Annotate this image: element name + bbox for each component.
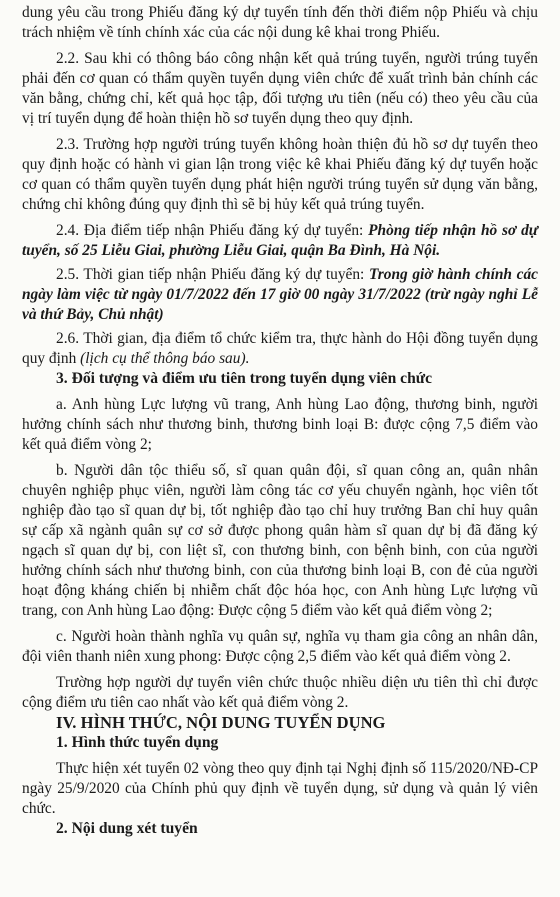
paragraph-2-5-lead: 2.5. Thời gian tiếp nhận Phiếu đăng ký dự tuyển: (56, 266, 369, 283)
paragraph-2-5 (22, 265, 538, 325)
paragraph-2-6 (22, 329, 538, 369)
heading-section-iv: IV. HÌNH THỨC, NỘI DUNG TUYỂN DỤNG (56, 713, 386, 732)
paragraph-recruitment-form: Thực hiện xét tuyển 02 vòng theo quy định tại Nghị định số 115/2020/NĐ-CP ngày 25/9/2020 của Chính phủ quy định về tuyển dụng, sử dụng và quản lý viên chức. (22, 760, 538, 817)
heading-3-priority: 3. Đối tượng và điểm ưu tiên trong tuyển dụng viên chức (56, 370, 433, 387)
heading-1-form: 1. Hình thức tuyển dụng (56, 734, 219, 751)
paragraph-2-5-time: Trong giờ hành chính các ngày làm việc từ ngày 01/7/2022 đến 17 giờ 00 ngày 31/7/2022 (trừ ngày nghỉ Lễ và thứ Bảy, Chủ nhật) (22, 266, 538, 323)
paragraph-continuation: dung yêu cầu trong Phiếu đăng ký dự tuyển tính đến thời điểm nộp Phiếu và chịu trách nhiệm về tính chính xác của các nội dung kê khai trong Phiếu. (22, 4, 538, 41)
paragraph-2-4 (22, 221, 538, 261)
paragraph-2-6-lead: 2.6. Thời gian, địa điểm tổ chức kiểm tra, thực hành do Hội đồng tuyển dụng quy định (22, 330, 538, 367)
paragraph-item-c: c. Người hoàn thành nghĩa vụ quân sự, nghĩa vụ tham gia công an nhân dân, đội viên thanh niên xung phong: Được cộng 2,5 điểm vào kết quả điểm vòng 2. (22, 628, 538, 665)
paragraph-2-3: 2.3. Trường hợp người trúng tuyển không hoàn thiện đủ hồ sơ dự tuyển theo quy định hoặc có hành vi gian lận trong việc kê khai Phiếu đăng ký dự tuyển hoặc cơ quan có thẩm quyền tuyển dụng phát hiện người trúng tuyển sử dụng văn bằng, chứng chỉ không đúng quy định thì sẽ bị hủy kết quả trúng tuyển. (22, 136, 538, 213)
paragraph-item-b: b. Người dân tộc thiểu số, sĩ quan quân đội, sĩ quan công an, quân nhân chuyên nghiệp phục viên, người làm công tác cơ yếu chuyển ngành, học viên tốt nghiệp đào tạo sĩ quan dự bị, tốt nghiệp đào tạo chỉ huy trưởng Ban chỉ huy quân sự cấp xã ngành quân sự cơ sở được phong quân hàm sĩ quan dự bị đã đăng ký ngạch sĩ quan dự bị, con liệt sĩ, con thương binh, con bệnh binh, con của người hưởng chính sách như thương binh, con của thương binh loại B, con đẻ của người hoạt động kháng chiến bị nhiễm chất độc hóa học, con Anh hùng Lực lượng vũ trang, con Anh hùng Lao động: Được cộng 5 điểm vào kết quả điểm vòng 2; (22, 462, 538, 619)
paragraph-2-4-lead: 2.4. Địa điểm tiếp nhận Phiếu đăng ký dự tuyển: (56, 222, 369, 239)
paragraph-2-4-location: Phòng tiếp nhận hồ sơ dự tuyển, số 25 Liễu Giai, phường Liễu Giai, quận Ba Đình, Hà Nội. (22, 222, 538, 259)
paragraph-2-6-note: (lịch cụ thể thông báo sau). (80, 350, 250, 367)
paragraph-multiple-priority: Trường hợp người dự tuyển viên chức thuộc nhiều diện ưu tiên thì chỉ được cộng điểm ưu tiên cao nhất vào kết quả điểm vòng 2. (22, 674, 538, 711)
paragraph-2-2: 2.2. Sau khi có thông báo công nhận kết quả trúng tuyển, người trúng tuyển phải đến cơ quan có thẩm quyền tuyển dụng viên chức để xuất trình bản chính các văn bằng, chứng chỉ, kết quả học tập, đối tượng ưu tiên (nếu có) theo yêu cầu của vị trí tuyển dụng để hoàn thiện hồ sơ tuyển dụng theo quy định. (22, 50, 538, 127)
heading-2-content: 2. Nội dung xét tuyển (56, 820, 198, 837)
paragraph-item-a: a. Anh hùng Lực lượng vũ trang, Anh hùng Lao động, thương binh, người hưởng chính sách như thương binh, thương binh loại B: được cộng 7,5 điểm vào kết quả điểm vòng 2; (22, 396, 538, 453)
